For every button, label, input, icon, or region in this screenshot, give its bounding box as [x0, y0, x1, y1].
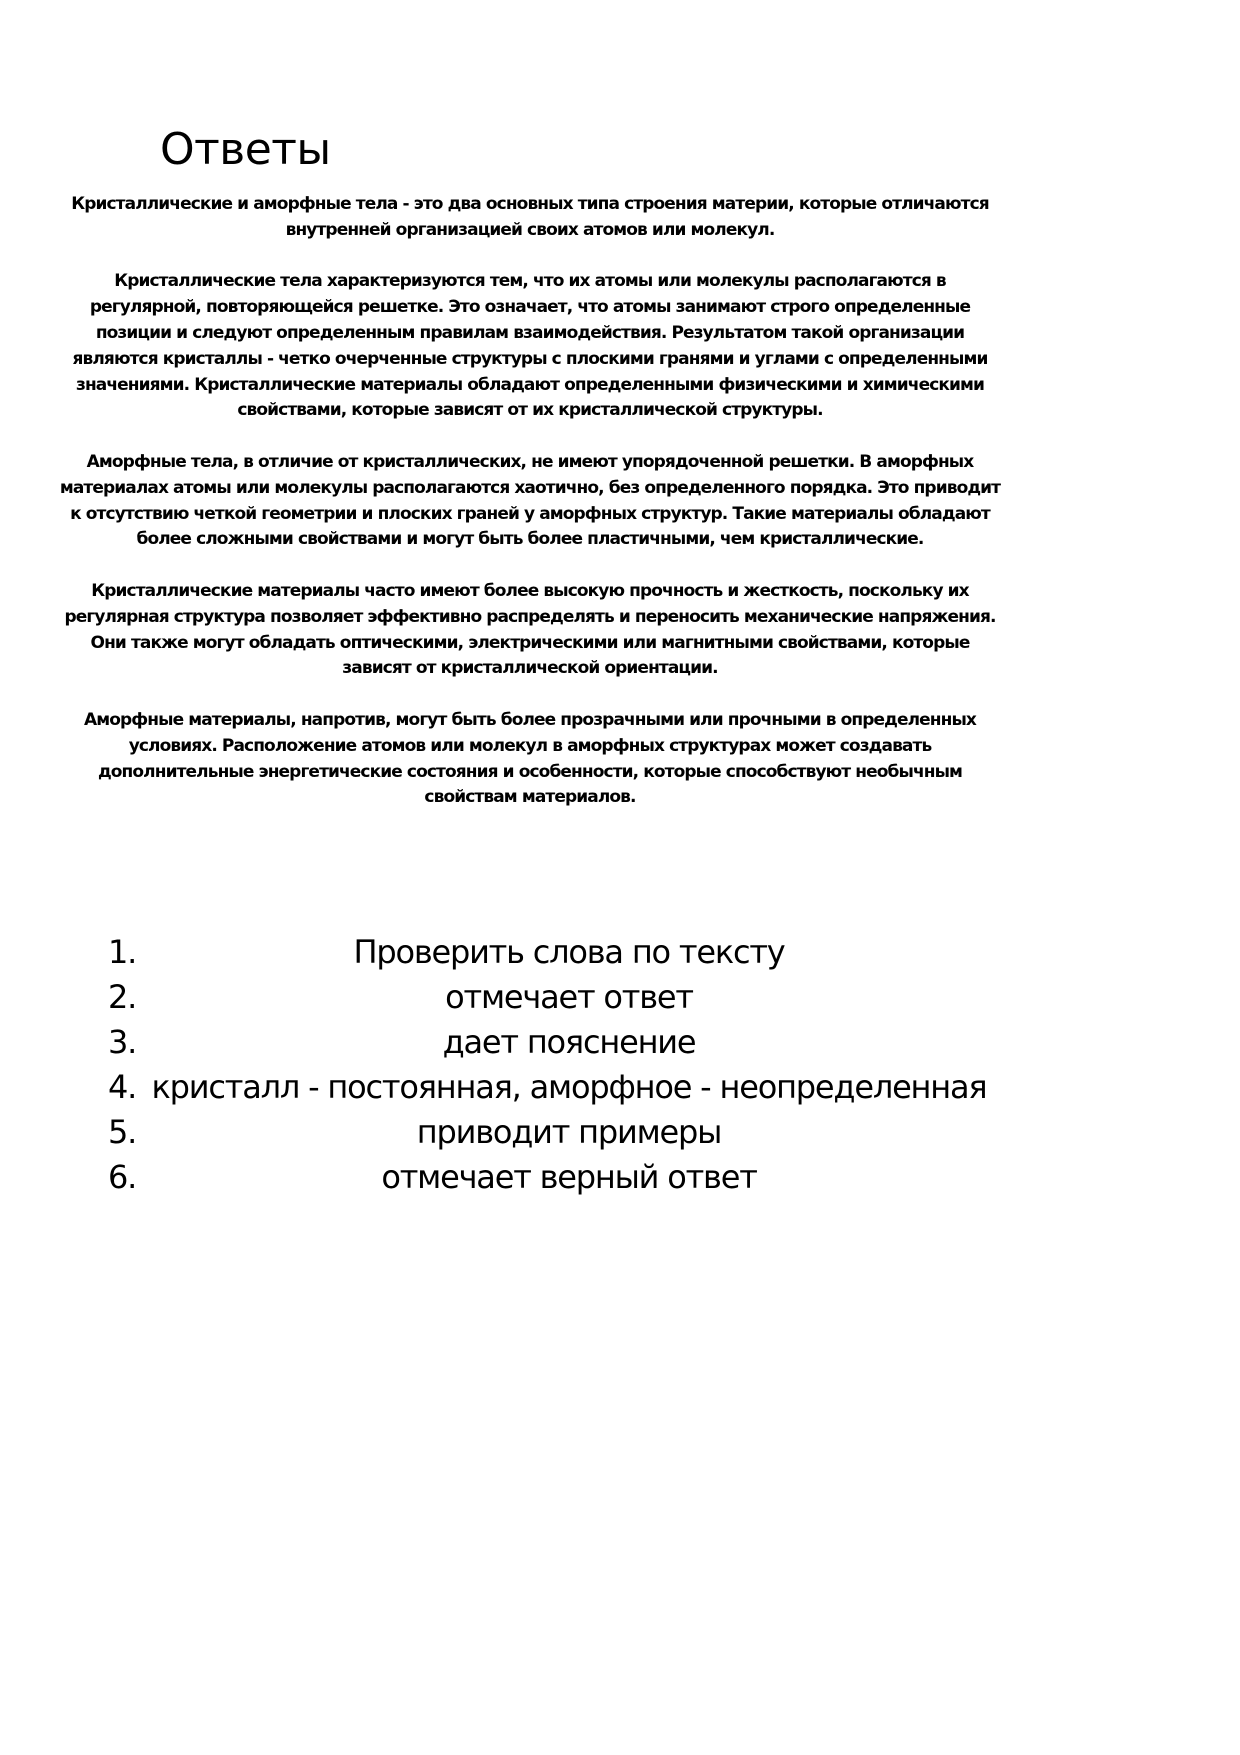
answer-item [108, 1155, 998, 1200]
paragraph-amorphous-properties: Аморфные материалы, напротив, могут быть более прозрачными или прочными в определенных условиях. Расположение атомов или молекул в аморфных структурах может создавать дополнительные энергетические состояния и особенности, которые способствуют необычным свойствам материалов. [84, 709, 976, 808]
paragraph-crystalline-properties: Кристаллические материалы часто имеют более высокую прочность и жесткость, поскольку их регулярная структура позволяет эффективно распределять и переносить механические напряжения. Они также могут обладать оптическими, электрическими или магнитными свойствами, которые зависят от кристаллической ориентации. [64, 580, 996, 679]
body-text [58, 192, 1002, 837]
answer-item [108, 1065, 998, 1110]
answers-list [108, 930, 998, 1200]
paragraph-intro: Кристаллические и аморфные тела - это два основных типа строения материи, которые отличаются внутренней организацией своих атомов или молекул. [71, 194, 989, 240]
page-title: Ответы [160, 124, 331, 175]
paragraph-amorphous: Аморфные тела, в отличие от кристаллических, не имеют упорядоченной решетки. В аморфных материалах атомы или молекулы располагаются хаотично, без определенного порядка. Это приводит к отсутствию четкой геометрии и плоских граней у аморфных структур. Такие материалы обладают более сложными свойствами и могут быть более пластичными, чем кристаллические. [59, 451, 1001, 550]
answer-number: 1. [108, 933, 137, 971]
answer-text: приводит примеры [416, 1113, 722, 1151]
answer-number: 6. [108, 1158, 137, 1196]
answer-item [108, 930, 998, 975]
answer-text: отмечает верный ответ [381, 1158, 757, 1196]
answer-text: кристалл - постоянная, аморфное - неопределенная [151, 1068, 987, 1106]
answer-number: 3. [108, 1023, 137, 1061]
answer-number: 4. [108, 1068, 137, 1106]
answer-item [108, 1110, 998, 1155]
answer-text: Проверить слова по тексту [353, 933, 785, 971]
answer-item [108, 1020, 998, 1065]
answer-number: 2. [108, 978, 137, 1016]
answer-item [108, 975, 998, 1020]
answer-text: отмечает ответ [445, 978, 693, 1016]
paragraph-crystalline: Кристаллические тела характеризуются тем, что их атомы или молекулы располагаются в регулярной, повторяющейся решетке. Это означает, что атомы занимают строго определенные позиции и следуют определенным правилам взаимодействия. Результатом такой организации являются кристаллы - четко очерченные структуры с плоскими гранями и углами с определенными значениями. Кристаллические материалы обладают определенными физическими и химическими свойствами, которые зависят от их кристаллической структуры. [72, 271, 988, 421]
answer-text: дает пояснение [442, 1023, 696, 1061]
answer-number: 5. [108, 1113, 137, 1151]
